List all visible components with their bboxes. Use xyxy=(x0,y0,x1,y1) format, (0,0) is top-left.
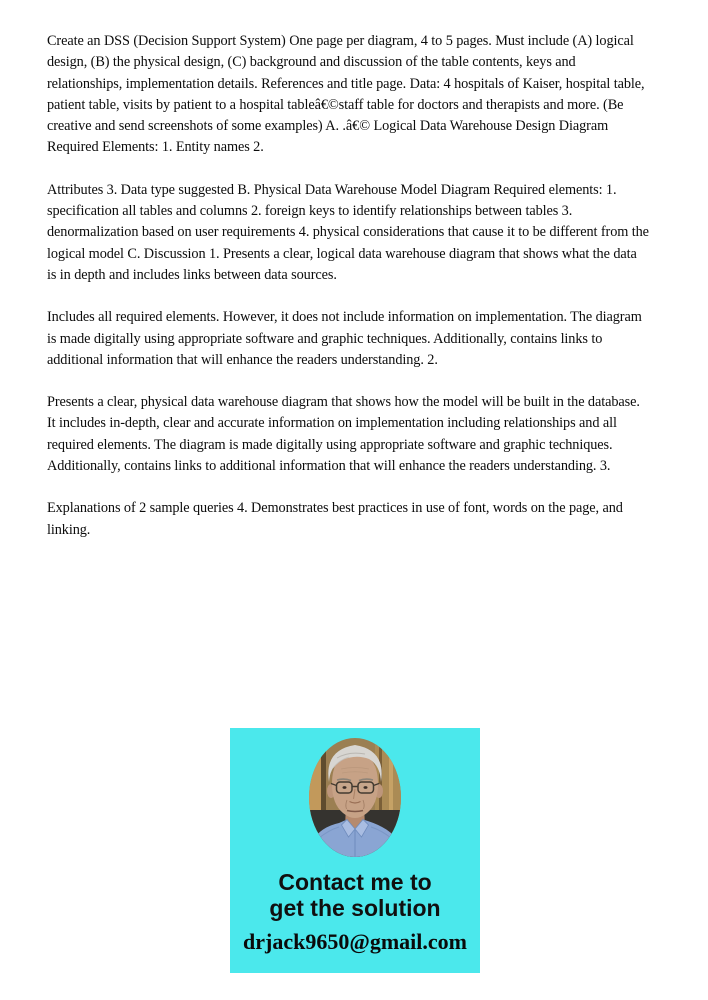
paragraph-5: Explanations of 2 sample queries 4. Demonstrates best practices in use of font, words on the page, and linking. xyxy=(47,500,623,538)
paragraph-2: Attributes 3. Data type suggested B. Physical Data Warehouse Model Diagram Required elements: 1. specification all tables and columns 2. foreign keys to identify relationships between tables 3. denormalization based on user requirements 4. physical considerations that cause it to be different from the logical model C. Discussion 1. Presents a clear, logical data warehouse diagram that shows what the data is in depth and includes links between data sources. xyxy=(47,181,649,283)
paragraph-3: Includes all required elements. However, it does not include information on implementation. The diagram is made digitally using appropriate software and graphic techniques. Additionally, contains links to additional information that will enhance the readers understanding. 2. xyxy=(47,309,642,368)
paragraph-1: Create an DSS (Decision Support System) One page per diagram, 4 to 5 pages. Must include (A) logical design, (B) the physical design, (C) background and discussion of the table contents, keys and relationships, implementation details. References and title page. Data: 4 hospitals of Kaiser, hospital table, patient table, visits by patient to a hospital tableâ€©staff table for doctors and therapists and more. (Be creative and send screenshots of some examples) A. .â€© Logical Data Warehouse Design Diagram Required Elements: 1. Entity names 2. xyxy=(47,33,645,156)
tutor-portrait-photo xyxy=(309,738,401,857)
contact-email: drjack9650@gmail.com xyxy=(243,929,467,954)
assignment-text-block xyxy=(47,31,649,562)
contact-heading-line2: get the solution xyxy=(269,895,441,921)
portrait-photo-icon xyxy=(309,738,401,857)
contact-ad-card xyxy=(230,728,480,973)
paragraph-4: Presents a clear, physical data warehouse diagram that shows how the model will be built in the database. It includes in-depth, clear and accurate information on implementation including relationships and all required elements. The diagram is made digitally using appropriate software and graphic techniques. Additionally, contains links to additional information that will enhance the readers understanding. 3. xyxy=(47,394,640,475)
contact-heading-line1: Contact me to xyxy=(278,869,432,895)
